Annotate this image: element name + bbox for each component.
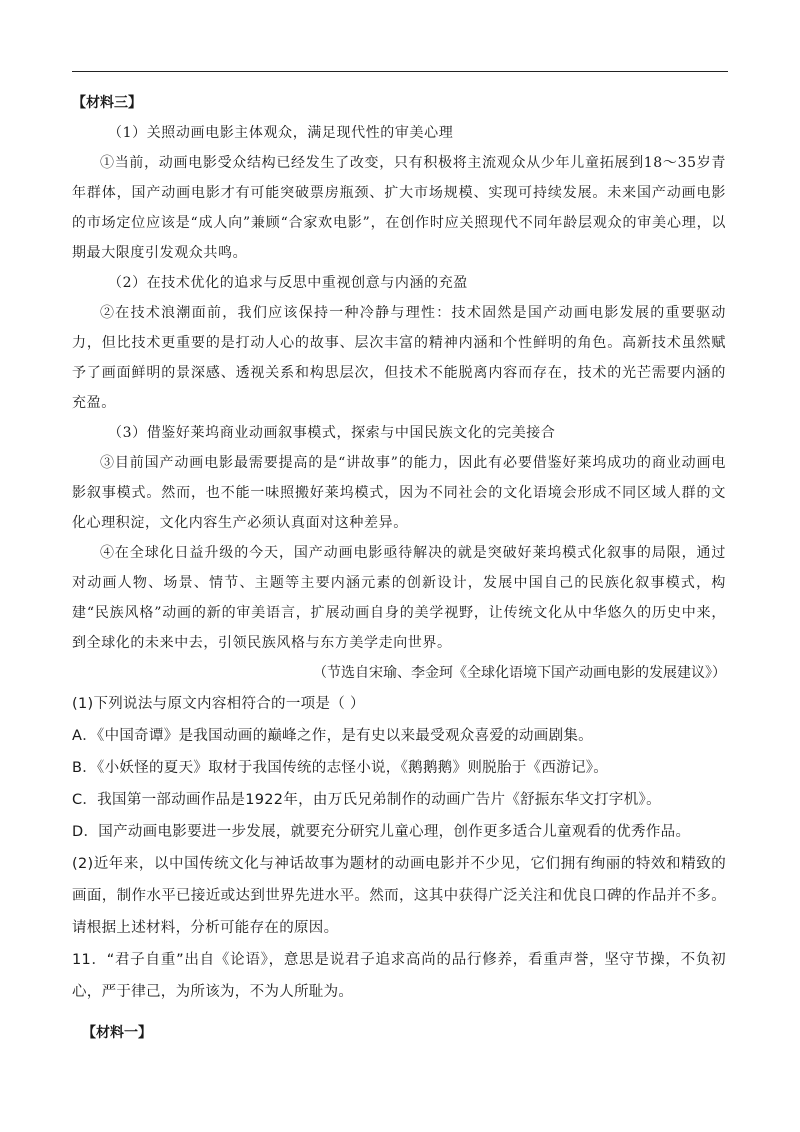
material1-title: 【材料一】 (82, 1025, 152, 1041)
material3-subheading-3: （3）借鉴好莱坞商业动画叙事模式，探索与中国民族文化的完美接合 (108, 425, 556, 441)
question-2: (2)近年来，以中国传统文化与神话故事为题材的动画电影并不少见，它们拥有绚丽的特效和精致的画面，制作水平已接近或达到世界先进水平。然而，这其中获得广泛关注和优良口碑的作品并不多。请根据上述材料，分析可能存在的原因。 (72, 856, 726, 936)
page-content (72, 88, 726, 1048)
material3-source: （节选自宋瑜、李金珂《全球化语境下国产动画电影的发展建议》） (313, 665, 726, 681)
material3-subheading-2: （2）在技术优化的追求与反思中重视创意与内涵的充盈 (108, 275, 468, 291)
question-1-option-a: A．《中国奇谭》是我国动画的巅峰之作，是有史以来最受观众喜爱的动画剧集。 (72, 728, 593, 744)
material3-paragraph-3: ③目前国产动画电影最需要提高的是“讲故事”的能力，因此有必要借鉴好莱坞成功的商业动画电影叙事模式。然而，也不能一味照搬好莱坞模式，因为不同社会的文化语境会形成不同区域人群的文化心理积淀，文化内容生产必须认真面对这种差异。 (72, 455, 726, 531)
material3-paragraph-1: ①当前，动画电影受众结构已经发生了改变，只有积极将主流观众从少年儿童拓展到18～35岁青年群体，国产动画电影才有可能突破票房瓶颈、扩大市场规模、实现可持续发展。未来国产动画电影的市场定位应该是“成人向”兼顾“合家欢电影”，在创作时应关照现代不同年龄层观众的审美心理，以期最大限度引发观众共鸣。 (72, 155, 726, 261)
question-1-option-c: C．我国第一部动画作品是1922年，由万氏兄弟制作的动画广告片《舒振东华文打字机》。 (72, 792, 661, 808)
question-1-option-d: D．国产动画电影要进一步发展，就要充分研究儿童心理，创作更多适合儿童观看的优秀作品。 (72, 824, 691, 840)
question-1-stem: (1)下列说法与原文内容相符合的一项是（ ） (72, 696, 365, 712)
question-1-option-b: B．《小妖怪的夏天》取材于我国传统的志怪小说，《鹅鹅鹅》则脱胎于《西游记》。 (72, 760, 609, 776)
material3-title: 【材料三】 (72, 95, 142, 111)
material3-paragraph-2: ②在技术浪潮面前，我们应该保持一种冷静与理性：技术固然是国产动画电影发展的重要驱动力，但比技术更重要的是打动人心的故事、层次丰富的精神内涵和个性鲜明的角色。高新技术虽然赋予了画面鲜明的景深感、透视关系和构思层次，但技术不能脱离内容而存在，技术的光芒需要内涵的充盈。 (72, 305, 726, 411)
material3-paragraph-4: ④在全球化日益升级的今天，国产动画电影亟待解决的就是突破好莱坞模式化叙事的局限，通过对动画人物、场景、情节、主题等主要内涵元素的创新设计，发展中国自己的民族化叙事模式，构建“民族风格”动画的新的审美语言，扩展动画自身的美学视野，让传统文化从中华悠久的历史中来，到全球化的未来中去，引领民族风格与东方美学走向世界。 (72, 545, 726, 651)
header-rule (72, 71, 728, 72)
question-11: 11．“君子自重”出自《论语》，意思是说君子追求高尚的品行修养，看重声誉，坚守节操，不负初心，严于律己，为所该为，不为人所耻为。 (72, 952, 726, 1000)
material3-subheading-1: （1）关照动画电影主体观众，满足现代性的审美心理 (108, 125, 454, 141)
